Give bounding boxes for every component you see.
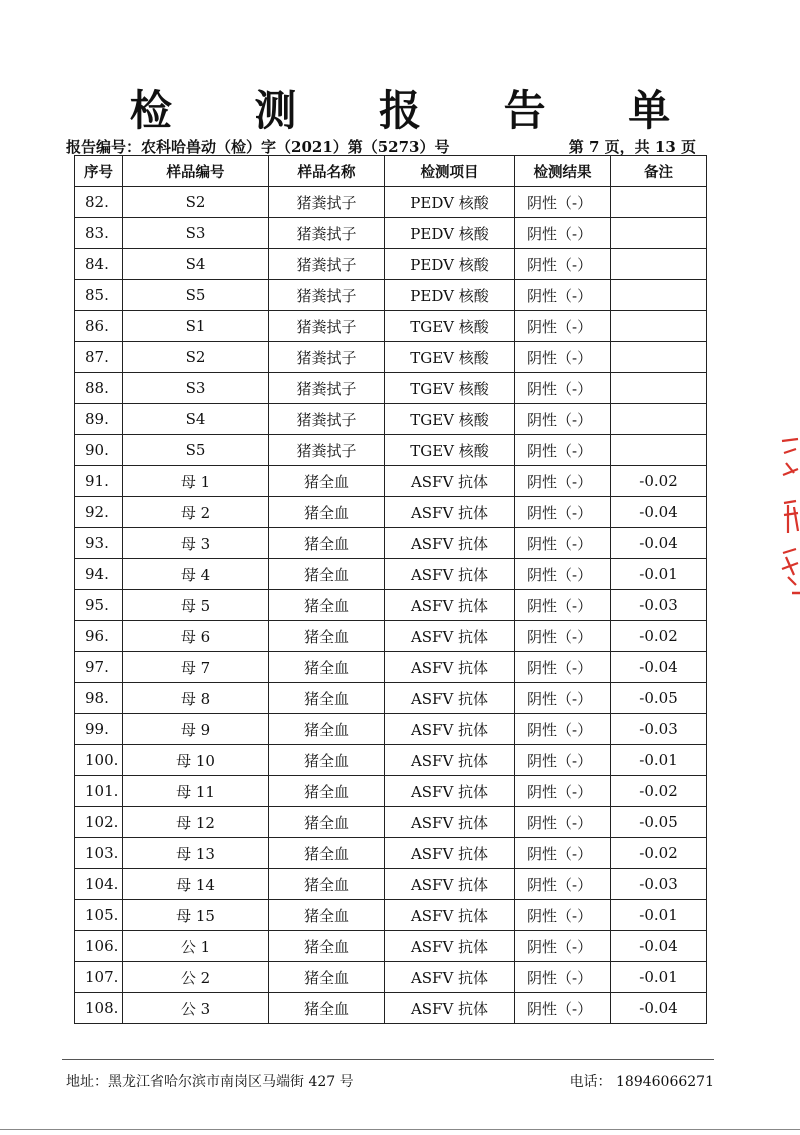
table-row	[75, 993, 707, 1024]
cell-sample-name: 猪粪拭子	[269, 342, 385, 373]
cell-remark	[611, 373, 707, 404]
cell-sample-id: S1	[123, 311, 269, 342]
table-row	[75, 745, 707, 776]
cell-result: 阴性（-）	[515, 652, 611, 683]
cell-test-item: ASFV 抗体	[385, 838, 515, 869]
cell-seq: 91.	[75, 466, 123, 497]
cell-seq: 104.	[75, 869, 123, 900]
cell-test-item: ASFV 抗体	[385, 621, 515, 652]
table-row	[75, 373, 707, 404]
cell-seq: 98.	[75, 683, 123, 714]
cell-remark: -0.01	[611, 745, 707, 776]
cell-test-item: TGEV 核酸	[385, 311, 515, 342]
cell-result: 阴性（-）	[515, 931, 611, 962]
cell-result: 阴性（-）	[515, 590, 611, 621]
cell-sample-id: S3	[123, 373, 269, 404]
cell-sample-name: 猪全血	[269, 559, 385, 590]
cell-test-item: ASFV 抗体	[385, 466, 515, 497]
cell-remark: -0.04	[611, 993, 707, 1024]
cell-remark	[611, 404, 707, 435]
cell-remark	[611, 187, 707, 218]
cell-seq: 89.	[75, 404, 123, 435]
cell-test-item: PEDV 核酸	[385, 249, 515, 280]
cell-sample-name: 猪粪拭子	[269, 311, 385, 342]
table-row	[75, 683, 707, 714]
table-row	[75, 962, 707, 993]
cell-test-item: TGEV 核酸	[385, 404, 515, 435]
cell-remark: -0.02	[611, 838, 707, 869]
cell-result: 阴性（-）	[515, 993, 611, 1024]
cell-remark: -0.01	[611, 900, 707, 931]
cell-sample-id: 母 12	[123, 807, 269, 838]
cell-sample-name: 猪粪拭子	[269, 435, 385, 466]
cell-seq: 103.	[75, 838, 123, 869]
cell-sample-id: 母 11	[123, 776, 269, 807]
table-header-row	[75, 156, 707, 187]
cell-sample-id: 母 9	[123, 714, 269, 745]
cell-remark: -0.02	[611, 621, 707, 652]
cell-seq: 105.	[75, 900, 123, 931]
cell-sample-id: S2	[123, 342, 269, 373]
cell-sample-id: S4	[123, 249, 269, 280]
cell-result: 阴性（-）	[515, 869, 611, 900]
cell-result: 阴性（-）	[515, 776, 611, 807]
cell-result: 阴性（-）	[515, 187, 611, 218]
cell-test-item: ASFV 抗体	[385, 714, 515, 745]
footer-address: 地址：黑龙江省哈尔滨市南岗区马端街 427 号	[66, 1074, 354, 1090]
cell-seq: 83.	[75, 218, 123, 249]
cell-sample-name: 猪粪拭子	[269, 187, 385, 218]
cell-seq: 84.	[75, 249, 123, 280]
cell-remark: -0.04	[611, 497, 707, 528]
cell-sample-name: 猪全血	[269, 931, 385, 962]
cell-remark	[611, 342, 707, 373]
cell-sample-name: 猪全血	[269, 652, 385, 683]
footer-phone: 电话： 18946066271	[569, 1074, 714, 1090]
cell-test-item: ASFV 抗体	[385, 590, 515, 621]
cell-seq: 107.	[75, 962, 123, 993]
cell-sample-name: 猪全血	[269, 993, 385, 1024]
cell-remark: -0.01	[611, 962, 707, 993]
table-row	[75, 218, 707, 249]
cell-remark	[611, 311, 707, 342]
cell-sample-name: 猪粪拭子	[269, 404, 385, 435]
cell-seq: 99.	[75, 714, 123, 745]
cell-result: 阴性（-）	[515, 311, 611, 342]
cell-remark: -0.03	[611, 590, 707, 621]
results-table	[74, 155, 707, 1024]
cell-remark: -0.04	[611, 528, 707, 559]
cell-seq: 97.	[75, 652, 123, 683]
cell-sample-name: 猪全血	[269, 466, 385, 497]
cell-result: 阴性（-）	[515, 559, 611, 590]
cell-test-item: ASFV 抗体	[385, 776, 515, 807]
cell-sample-name: 猪粪拭子	[269, 280, 385, 311]
table-row	[75, 280, 707, 311]
cell-sample-name: 猪全血	[269, 807, 385, 838]
cell-sample-id: S5	[123, 435, 269, 466]
column-header-sample-name: 样品名称	[269, 156, 385, 187]
cell-sample-name: 猪全血	[269, 590, 385, 621]
table-body	[75, 187, 707, 1024]
table-row	[75, 714, 707, 745]
cell-seq: 102.	[75, 807, 123, 838]
cell-seq: 106.	[75, 931, 123, 962]
cell-result: 阴性（-）	[515, 528, 611, 559]
cell-result: 阴性（-）	[515, 373, 611, 404]
cell-result: 阴性（-）	[515, 466, 611, 497]
red-seal-stamp	[774, 435, 800, 600]
table-row	[75, 590, 707, 621]
table-row	[75, 869, 707, 900]
cell-seq: 95.	[75, 590, 123, 621]
table-row	[75, 931, 707, 962]
cell-remark	[611, 280, 707, 311]
cell-sample-id: 母 15	[123, 900, 269, 931]
table-row	[75, 187, 707, 218]
table-row	[75, 838, 707, 869]
cell-sample-id: 母 7	[123, 652, 269, 683]
cell-seq: 100.	[75, 745, 123, 776]
cell-test-item: PEDV 核酸	[385, 218, 515, 249]
cell-sample-id: 母 5	[123, 590, 269, 621]
cell-result: 阴性（-）	[515, 900, 611, 931]
cell-result: 阴性（-）	[515, 838, 611, 869]
cell-sample-id: S2	[123, 187, 269, 218]
cell-seq: 90.	[75, 435, 123, 466]
cell-remark: -0.04	[611, 652, 707, 683]
cell-test-item: PEDV 核酸	[385, 187, 515, 218]
cell-test-item: ASFV 抗体	[385, 807, 515, 838]
cell-sample-id: 母 1	[123, 466, 269, 497]
cell-remark: -0.04	[611, 931, 707, 962]
cell-sample-id: 公 2	[123, 962, 269, 993]
cell-seq: 101.	[75, 776, 123, 807]
cell-test-item: ASFV 抗体	[385, 962, 515, 993]
cell-result: 阴性（-）	[515, 683, 611, 714]
cell-result: 阴性（-）	[515, 714, 611, 745]
table-row	[75, 435, 707, 466]
cell-remark	[611, 218, 707, 249]
cell-test-item: TGEV 核酸	[385, 342, 515, 373]
cell-test-item: ASFV 抗体	[385, 683, 515, 714]
cell-seq: 88.	[75, 373, 123, 404]
cell-test-item: ASFV 抗体	[385, 528, 515, 559]
table-row	[75, 404, 707, 435]
cell-remark: -0.02	[611, 466, 707, 497]
cell-result: 阴性（-）	[515, 280, 611, 311]
cell-sample-id: 公 1	[123, 931, 269, 962]
cell-remark	[611, 249, 707, 280]
column-header-remark: 备注	[611, 156, 707, 187]
column-header-test-item: 检测项目	[385, 156, 515, 187]
cell-test-item: ASFV 抗体	[385, 497, 515, 528]
cell-sample-name: 猪粪拭子	[269, 218, 385, 249]
table-row	[75, 776, 707, 807]
cell-sample-id: 母 13	[123, 838, 269, 869]
cell-test-item: ASFV 抗体	[385, 745, 515, 776]
cell-sample-name: 猪全血	[269, 497, 385, 528]
cell-sample-id: 公 3	[123, 993, 269, 1024]
cell-remark: -0.03	[611, 869, 707, 900]
table-row	[75, 528, 707, 559]
page-bottom-edge	[0, 1129, 800, 1130]
cell-remark: -0.02	[611, 776, 707, 807]
cell-result: 阴性（-）	[515, 807, 611, 838]
cell-result: 阴性（-）	[515, 745, 611, 776]
cell-remark: -0.01	[611, 559, 707, 590]
table-row	[75, 807, 707, 838]
cell-sample-name: 猪全血	[269, 962, 385, 993]
cell-sample-name: 猪全血	[269, 714, 385, 745]
cell-result: 阴性（-）	[515, 962, 611, 993]
cell-test-item: ASFV 抗体	[385, 869, 515, 900]
cell-sample-id: 母 14	[123, 869, 269, 900]
cell-result: 阴性（-）	[515, 342, 611, 373]
cell-sample-id: 母 4	[123, 559, 269, 590]
cell-sample-id: S4	[123, 404, 269, 435]
cell-test-item: ASFV 抗体	[385, 993, 515, 1024]
cell-seq: 92.	[75, 497, 123, 528]
column-header-seq: 序号	[75, 156, 123, 187]
table-row	[75, 900, 707, 931]
footer-divider	[62, 1059, 714, 1060]
cell-result: 阴性（-）	[515, 249, 611, 280]
cell-sample-id: 母 10	[123, 745, 269, 776]
cell-result: 阴性（-）	[515, 497, 611, 528]
cell-sample-name: 猪全血	[269, 776, 385, 807]
cell-test-item: ASFV 抗体	[385, 652, 515, 683]
cell-remark: -0.03	[611, 714, 707, 745]
cell-sample-id: 母 6	[123, 621, 269, 652]
table-row	[75, 559, 707, 590]
column-header-sample-id: 样品编号	[123, 156, 269, 187]
cell-sample-name: 猪全血	[269, 745, 385, 776]
cell-remark	[611, 435, 707, 466]
report-title: 检 测 报 告 单	[129, 86, 705, 135]
cell-test-item: ASFV 抗体	[385, 559, 515, 590]
cell-seq: 93.	[75, 528, 123, 559]
cell-seq: 108.	[75, 993, 123, 1024]
cell-seq: 86.	[75, 311, 123, 342]
table-row	[75, 466, 707, 497]
cell-sample-name: 猪全血	[269, 838, 385, 869]
table-row	[75, 311, 707, 342]
cell-result: 阴性（-）	[515, 621, 611, 652]
cell-sample-name: 猪全血	[269, 621, 385, 652]
cell-sample-name: 猪全血	[269, 528, 385, 559]
cell-sample-name: 猪全血	[269, 869, 385, 900]
table-row	[75, 497, 707, 528]
table-row	[75, 621, 707, 652]
cell-seq: 96.	[75, 621, 123, 652]
cell-sample-name: 猪粪拭子	[269, 249, 385, 280]
cell-result: 阴性（-）	[515, 435, 611, 466]
cell-remark: -0.05	[611, 807, 707, 838]
cell-result: 阴性（-）	[515, 404, 611, 435]
cell-sample-id: 母 8	[123, 683, 269, 714]
cell-test-item: ASFV 抗体	[385, 931, 515, 962]
table-row	[75, 652, 707, 683]
cell-sample-id: 母 3	[123, 528, 269, 559]
cell-sample-name: 猪全血	[269, 683, 385, 714]
cell-seq: 85.	[75, 280, 123, 311]
column-header-result: 检测结果	[515, 156, 611, 187]
cell-sample-id: S3	[123, 218, 269, 249]
cell-seq: 82.	[75, 187, 123, 218]
cell-test-item: ASFV 抗体	[385, 900, 515, 931]
cell-test-item: TGEV 核酸	[385, 435, 515, 466]
report-number: 报告编号：农科哈兽动（检）字（2021）第（5273）号	[66, 138, 450, 156]
cell-sample-name: 猪全血	[269, 900, 385, 931]
cell-seq: 94.	[75, 559, 123, 590]
cell-result: 阴性（-）	[515, 218, 611, 249]
cell-test-item: TGEV 核酸	[385, 373, 515, 404]
cell-seq: 87.	[75, 342, 123, 373]
cell-remark: -0.05	[611, 683, 707, 714]
cell-test-item: PEDV 核酸	[385, 280, 515, 311]
page-info: 第 7 页，共 13 页	[568, 138, 696, 156]
cell-sample-id: S5	[123, 280, 269, 311]
table-row	[75, 342, 707, 373]
table-row	[75, 249, 707, 280]
cell-sample-name: 猪粪拭子	[269, 373, 385, 404]
cell-sample-id: 母 2	[123, 497, 269, 528]
